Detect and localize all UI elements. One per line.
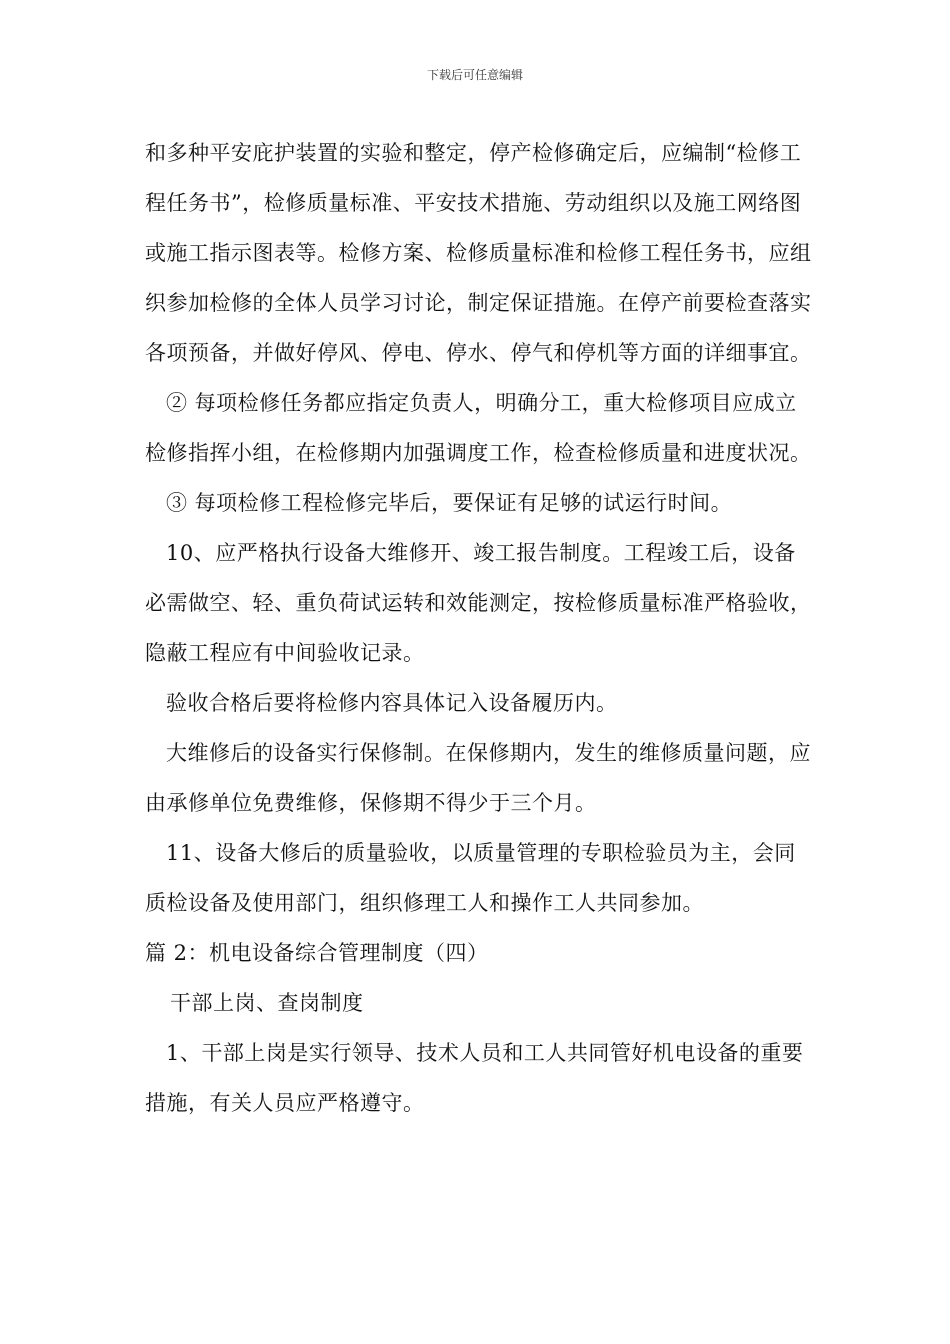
paragraph-item-3: ③ 每项检修工程检修完毕后，要保证有足够的试运行时间。 xyxy=(166,491,733,515)
paragraph-item-1: 1、干部上岗是实行领导、技术人员和工人共同管好机电设备的重要措施，有关人员应严格遵守。 xyxy=(145,1041,804,1115)
paragraph-item-10: 10、应严格执行设备大维修开、竣工报告制度。工程竣工后，设备必需做空、轻、重负荷试运转和效能测定，按检修质量标准严格验收，隐蔽工程应有中间验收记录。 xyxy=(145,541,812,665)
page-header-note: 下载后可任意编辑 xyxy=(426,68,523,82)
document-body xyxy=(145,128,813,1128)
paragraph-maintenance-plan: 和多种平安庇护装置的实验和整定，停产检修确定后，应编制“检修工程任务书”，检修质量标准、平安技术措施、劳动组织以及施工网络图或施工指示图表等。检修方案、检修质量标准和检修工程任务书，应组织参加检修的全体人员学习讨论，制定保证措施。在停产前要检查落实各项预备，并做好停风、停电、停水、停气和停机等方面的详细事宜。 xyxy=(145,141,812,365)
paragraph-acceptance: 验收合格后要将检修内容具体记入设备履历内。 xyxy=(166,691,618,715)
paragraph-item-11: 11、设备大修后的质量验收，以质量管理的专职检验员为主，会同质检设备及使用部门，组织修理工人和操作工人共同参加。 xyxy=(145,841,796,915)
paragraph-warranty: 大维修后的设备实行保修制。在保修期内，发生的维修质量问题，应由承修单位免费维修，保修期不得少于三个月。 xyxy=(145,741,811,815)
paragraph-item-2: ② 每项检修任务都应指定负责人，明确分工，重大检修项目应成立检修指挥小组，在检修期内加强调度工作，检查检修质量和进度状况。 xyxy=(145,391,812,465)
subsection-heading: 干部上岗、查岗制度 xyxy=(170,991,364,1015)
section-heading: 篇 2：机电设备综合管理制度（四） xyxy=(145,941,489,965)
